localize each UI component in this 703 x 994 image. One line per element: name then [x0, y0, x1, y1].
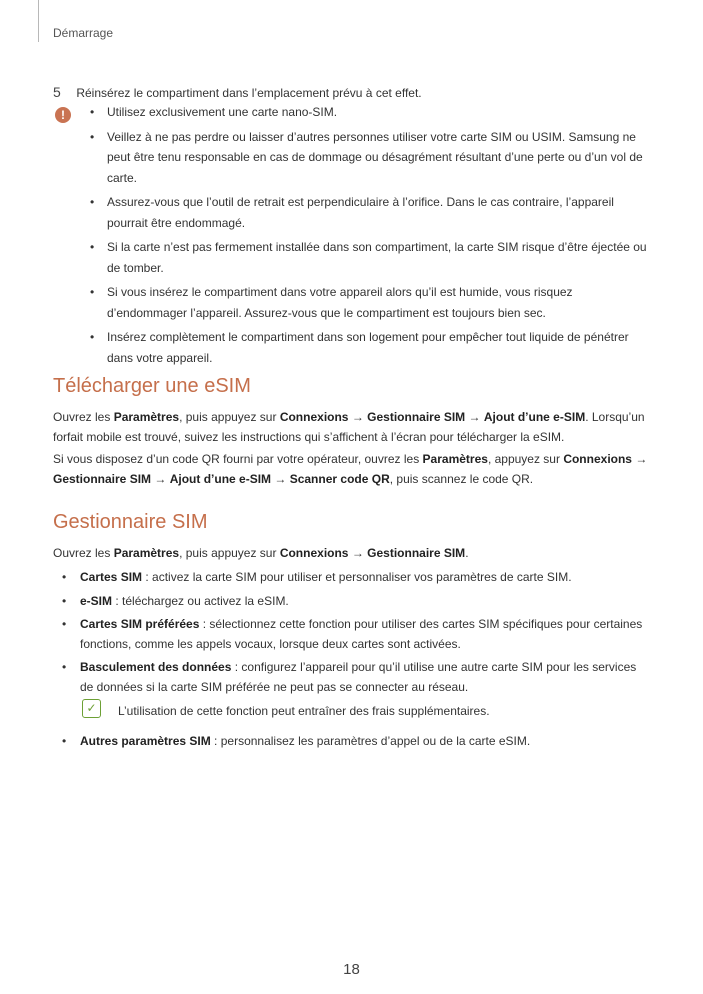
esim-paragraph-2: Si vous disposez d’un code QR fourni par votre opérateur, ouvrez les Paramètres, appuyez sur Connexions → Gestionnaire SIM → Ajout d’une e-SIM → Scanner code QR, puis scannez le code QR. [53, 452, 648, 486]
caution-item: • Utilisez exclusivement une carte nano-SIM. [90, 102, 650, 123]
note-icon: ✓ [82, 699, 101, 718]
caution-item: • Insérez complètement le compartiment dans son logement pour empêcher tout liquide de pénétrer dans votre appareil. [90, 327, 650, 368]
esim-heading: Télécharger une eSIM [53, 375, 251, 397]
caution-icon: ! [55, 107, 71, 123]
caution-item: • Veillez à ne pas perdre ou laisser d’autres personnes utiliser votre carte SIM ou USIM. Samsung ne peut être tenu responsable en cas de dommage ou désagrément résultant d’une perte ou d’un vol de carte. [90, 127, 650, 189]
sim-manager-heading: Gestionnaire SIM [53, 511, 208, 533]
header-divider [38, 0, 39, 42]
step-text: Réinsérez le compartiment dans l’emplacement prévu à cet effet. [76, 86, 422, 100]
note-text: L’utilisation de cette fonction peut entraîner des frais supplémentaires. [118, 704, 490, 718]
section-header: Démarrage [53, 26, 114, 40]
caution-item: • Si la carte n’est pas fermement installée dans son compartiment, la carte SIM risque d’être éjectée ou de tomber. [90, 237, 650, 278]
sim-manager-list-continued [62, 732, 652, 756]
sim-manager-intro: Ouvrez les Paramètres, puis appuyez sur Connexions → Gestionnaire SIM. [53, 546, 469, 560]
step-number: 5 [53, 84, 61, 100]
caution-item: • Assurez-vous que l’outil de retrait est perpendiculaire à l’orifice. Dans le cas contraire, l’appareil pourrait être endommagé. [90, 192, 650, 233]
caution-list [90, 102, 650, 372]
page-number: 18 [343, 961, 360, 978]
list-item: • Autres paramètres SIM : personnalisez les paramètres d’appel ou de la carte eSIM. [62, 732, 652, 752]
list-item: • Basculement des données : configurez l’appareil pour qu’il utilise une autre carte SIM pour les services de données si la carte SIM préférée ne peut pas se connecter au réseau. [62, 658, 652, 697]
list-item: • Cartes SIM : activez la carte SIM pour utiliser et personnaliser vos paramètres de carte SIM. [62, 568, 652, 588]
step-5 [53, 82, 653, 103]
list-item: • e-SIM : téléchargez ou activez la eSIM. [62, 592, 652, 612]
list-item: • Cartes SIM préférées : sélectionnez cette fonction pour utiliser des cartes SIM spécifiques pour certaines fonctions, comme les appels vocaux, lorsque deux cartes sont activées. [62, 615, 652, 654]
esim-paragraph-1: Ouvrez les Paramètres, puis appuyez sur Connexions → Gestionnaire SIM → Ajout d’une e-SIM. Lorsqu’un forfait mobile est trouvé, suivez les instructions qui s’affichent à l’écran pour télécharger la eSIM. [53, 410, 645, 444]
caution-item: • Si vous insérez le compartiment dans votre appareil alors qu’il est humide, vous risquez d’endommager l’appareil. Assurez-vous que le compartiment est toujours bien sec. [90, 282, 650, 323]
sim-manager-list [62, 568, 652, 701]
